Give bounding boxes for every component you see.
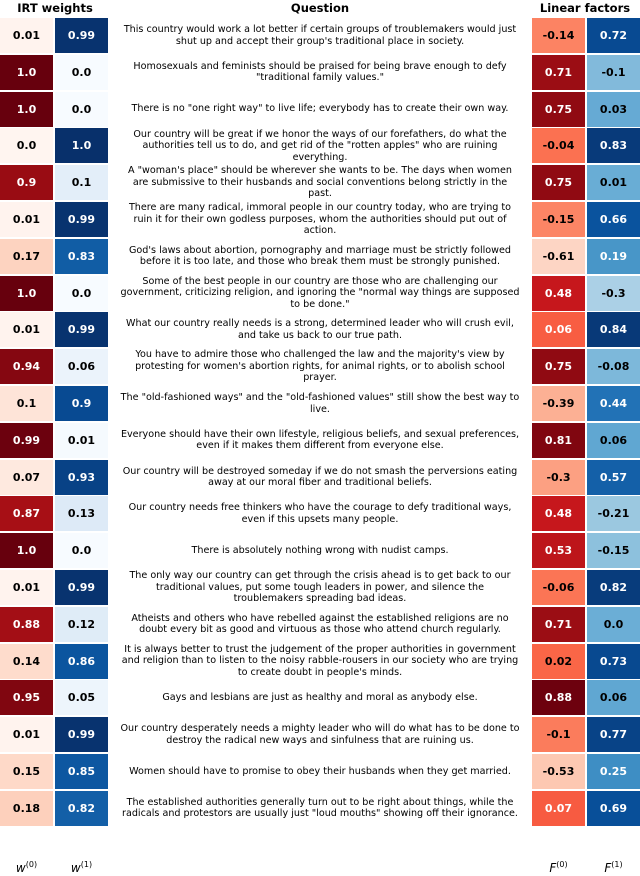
heatmap-cell-w1: 0.0 [55, 276, 108, 311]
heatmap-cell-w0: 0.01 [0, 312, 53, 347]
heatmap-cell-w0: 1.0 [0, 55, 53, 90]
f1-axis-label: $F^{(1)}$ [604, 860, 623, 875]
heatmap-cell-f0: -0.04 [532, 128, 585, 163]
heatmap-cell-f0: 0.06 [532, 312, 585, 347]
heatmap-cell-w1: 0.9 [55, 386, 108, 421]
question-text: You have to admire those who challenged the law and the majority's view by protesting for women's abortion rights, for animal rights, or to abolish school prayer. [135, 349, 505, 384]
heatmap-cell-f1: 0.25 [587, 754, 640, 789]
heatmap-cell-w1: 0.05 [55, 680, 108, 715]
heatmap-cell-f0: 0.48 [532, 276, 585, 311]
question-text: The established authorities generally turn out to be right about things, while the radicals and protestors are usually just "loud mouths" showing off their ignorance. [122, 796, 518, 820]
heatmap-cell-w1: 0.01 [55, 423, 108, 458]
question-text: Our country will be destroyed someday if we do not smash the perversions eating away at our moral fiber and traditional beliefs. [122, 465, 518, 489]
heatmap-cell-f0: 0.75 [532, 165, 585, 200]
heatmap-cell-f0: 0.71 [532, 607, 585, 642]
heatmap-cell-f1: 0.03 [587, 92, 640, 127]
w1-axis-label: $w^{(1)}$ [70, 860, 93, 875]
heatmap-cell-w0: 0.1 [0, 386, 53, 421]
heatmap-cell-w1: 0.99 [55, 202, 108, 237]
heatmap-cell-w0: 0.9 [0, 165, 53, 200]
heatmap-cell-f0: -0.3 [532, 460, 585, 495]
w0-axis-label: $w^{(0)}$ [15, 860, 38, 875]
heatmap-cell-w0: 0.01 [0, 18, 53, 53]
heatmap-cell-w1: 0.83 [55, 239, 108, 274]
heatmap-cell-f0: -0.53 [532, 754, 585, 789]
heatmap-cell-w0: 0.01 [0, 717, 53, 752]
heatmap-cell-f1: 0.69 [587, 791, 640, 826]
heatmap-cell-f0: -0.06 [532, 570, 585, 605]
heatmap-cell-f1: -0.08 [587, 349, 640, 384]
heatmap-cell-f1: 0.83 [587, 128, 640, 163]
heatmap-cell-w1: 0.0 [55, 92, 108, 127]
heatmap-cell-f0: 0.75 [532, 349, 585, 384]
question-text: Homosexuals and feminists should be praised for being brave enough to defy "traditional family values." [133, 60, 507, 84]
question-text: What our country really needs is a strong, determined leader who will crush evil, and take us back to our true path. [126, 318, 514, 341]
heatmap-cell-f0: 0.75 [532, 92, 585, 127]
heatmap-cell-w1: 0.0 [55, 533, 108, 568]
heatmap-cell-w0: 0.01 [0, 202, 53, 237]
heatmap-cell-w1: 0.99 [55, 18, 108, 53]
heatmap-cell-w0: 1.0 [0, 533, 53, 568]
question-text: Our country will be great if we honor the ways of our forefathers, do what the authorities tell us to do, and get rid of the "rotten apples" who are ruining everything. [133, 128, 507, 163]
heatmap-cell-f0: 0.71 [532, 55, 585, 90]
heatmap-cell-f0: 0.07 [532, 791, 585, 826]
heatmap-cell-f1: 0.0 [587, 607, 640, 642]
heatmap-cell-f0: 0.88 [532, 680, 585, 715]
heatmap-cell-w0: 1.0 [0, 276, 53, 311]
heatmap-cell-f1: 0.44 [587, 386, 640, 421]
heatmap-cell-w1: 0.82 [55, 791, 108, 826]
heatmap-cell-w0: 0.17 [0, 239, 53, 274]
heatmap-cell-w0: 0.07 [0, 460, 53, 495]
heatmap-cell-w0: 0.14 [0, 644, 53, 679]
heatmap-cell-f0: -0.15 [532, 202, 585, 237]
heatmap-cell-w0: 0.15 [0, 754, 53, 789]
heatmap-cell-f0: -0.1 [532, 717, 585, 752]
heatmap-cell-f1: 0.57 [587, 460, 640, 495]
heatmap-cell-w0: 0.88 [0, 607, 53, 642]
heatmap-cell-f1: 0.06 [587, 680, 640, 715]
heatmap-cell-w0: 0.0 [0, 128, 53, 163]
heatmap-cell-w0: 0.94 [0, 349, 53, 384]
heatmap-cell-w0: 0.18 [0, 791, 53, 826]
heatmap-cell-w1: 0.93 [55, 460, 108, 495]
heatmap-cell-f0: 0.81 [532, 423, 585, 458]
heatmap-cell-w1: 0.85 [55, 754, 108, 789]
heatmap-cell-f0: 0.02 [532, 644, 585, 679]
heatmap-cell-w0: 1.0 [0, 92, 53, 127]
heatmap-cell-f0: -0.61 [532, 239, 585, 274]
heatmap-cell-w1: 0.0 [55, 55, 108, 90]
heatmap-cell-f1: 0.06 [587, 423, 640, 458]
linear-factors-header: Linear factors [539, 1, 631, 15]
heatmap-cell-w0: 0.87 [0, 496, 53, 531]
heatmap-cell-f0: -0.14 [532, 18, 585, 53]
heatmap-cell-w1: 0.12 [55, 607, 108, 642]
irt-weights-header: IRT weights [17, 1, 93, 15]
heatmap-cell-f1: 0.01 [587, 165, 640, 200]
heatmap-cell-f1: -0.21 [587, 496, 640, 531]
question-text: This country would work a lot better if certain groups of troublemakers would just shut up and accept their group's traditional place in society. [123, 24, 517, 47]
heatmap-cell-f0: 0.48 [532, 496, 585, 531]
question-text: There are many radical, immoral people in our country today, who are trying to ruin it for their own godless purposes, whom the authorities should put out of action. [128, 202, 512, 237]
question-text: A "woman's place" should be wherever she wants to be. The days when women are submissive to their husbands and social conventions belong strictly in the past. [128, 165, 512, 200]
heatmap-cell-f1: 0.77 [587, 717, 640, 752]
heatmap-cell-w1: 0.86 [55, 644, 108, 679]
question-text: God's laws about abortion, pornography and marriage must be strictly followed before it is too late, and those who break them must be strongly punished. [129, 244, 511, 268]
heatmap-cell-w0: 0.99 [0, 423, 53, 458]
heatmap-cell-w1: 0.99 [55, 312, 108, 347]
question-text: There is absolutely nothing wrong with nudist camps. [191, 544, 449, 556]
heatmap-cell-w1: 0.99 [55, 717, 108, 752]
heatmap-cell-f1: -0.3 [587, 276, 640, 311]
heatmap-cell-f1: -0.15 [587, 533, 640, 568]
question-text: Some of the best people in our country are those who are challenging our government, criticizing religion, and ignoring the "normal way things are supposed to be done." [120, 275, 520, 310]
heatmap-cell-w1: 0.99 [55, 570, 108, 605]
question-text: Women should have to promise to obey their husbands when they get married. [129, 765, 511, 777]
heatmap-cell-w1: 0.1 [55, 165, 108, 200]
question-text: Our country desperately needs a mighty leader who will do what has to be done to destroy the radical new ways and sinfulness that are ruining us. [120, 723, 520, 746]
heatmap-cell-w1: 0.06 [55, 349, 108, 384]
question-text: The "old-fashioned ways" and the "old-fashioned values" still show the best way to live. [120, 392, 520, 415]
question-text: Everyone should have their own lifestyle, religious beliefs, and sexual preferences, even if it makes them different from everyone else. [120, 428, 520, 452]
heatmap-cell-f1: 0.66 [587, 202, 640, 237]
heatmap-cell-f0: 0.53 [532, 533, 585, 568]
question-text: Atheists and others who have rebelled against the established religions are no doubt every bit as good and virtuous as those who attend church regularly. [131, 612, 509, 636]
heatmap-cell-f1: 0.19 [587, 239, 640, 274]
heatmap-cell-f0: -0.39 [532, 386, 585, 421]
question-header: Question [290, 1, 350, 15]
question-text: There is no "one right way" to live life; everybody has to create their own way. [131, 103, 509, 115]
heatmap-cell-f1: 0.72 [587, 18, 640, 53]
heatmap-cell-f1: -0.1 [587, 55, 640, 90]
question-text: Our country needs free thinkers who have the courage to defy traditional ways, even if this upsets many people. [128, 502, 512, 525]
heatmap-cell-w1: 1.0 [55, 128, 108, 163]
heatmap-cell-w0: 0.95 [0, 680, 53, 715]
question-text: Gays and lesbians are just as healthy and moral as anybody else. [162, 692, 478, 704]
heatmap-cell-f1: 0.82 [587, 570, 640, 605]
question-text: It is always better to trust the judgement of the proper authorities in government and religion than to listen to the noisy rabble-rousers in our society who are trying to create doubt in people's minds. [121, 643, 519, 678]
heatmap-cell-w0: 0.01 [0, 570, 53, 605]
heatmap-cell-f1: 0.73 [587, 644, 640, 679]
question-text: The only way our country can get through the crisis ahead is to get back to our traditional values, put some tough leaders in power, and silence the troublemakers spreading bad ideas. [129, 570, 511, 605]
heatmap-cell-w1: 0.13 [55, 496, 108, 531]
heatmap-cell-f1: 0.84 [587, 312, 640, 347]
f0-axis-label: $F^{(0)}$ [549, 860, 568, 875]
